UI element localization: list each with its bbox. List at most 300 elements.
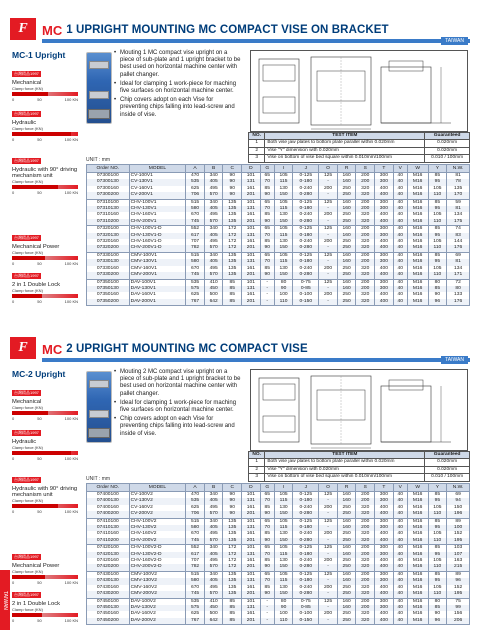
spec-cell: 250 (337, 245, 356, 252)
test-cell: 0.020mm (425, 459, 470, 466)
test-cell: 0.010 / 100mm (425, 155, 470, 162)
spec-cell: 90 (223, 173, 242, 180)
clamp-force-caption: Clamp force (KN) (12, 405, 43, 410)
spec-cell: 100 (274, 611, 293, 617)
spec-cell: 250 (337, 591, 356, 598)
spec-cell: 250 (337, 505, 356, 511)
spec-cell: M16 (407, 552, 428, 558)
spec-cell: 135 (223, 518, 242, 525)
spec-cell: 115 (274, 179, 293, 185)
spec-cell: 07320100 (87, 226, 130, 233)
clamp-force-caption: Clamp force (KN) (12, 445, 43, 450)
spec-cell: CHV-200V1 (129, 219, 186, 226)
spec-table (86, 164, 470, 306)
spec-row (87, 219, 470, 226)
test-cell: 0.020mm (425, 466, 470, 473)
spec-cell: 250 (337, 192, 356, 199)
spec-cell: 40 (393, 219, 407, 226)
brand-logo: F (10, 337, 36, 359)
spec-cell: 105 (274, 226, 293, 233)
spec-cell: 320 (356, 564, 375, 571)
vise-type-label: Hydraulic (12, 120, 37, 126)
clamp-force-fill (12, 185, 58, 189)
title-rule (42, 39, 470, 43)
spec-cell: 07350200 (87, 299, 130, 306)
test-cell: 3 (249, 474, 265, 481)
spec-header-cell: Order NO. (87, 165, 130, 173)
spec-cell: 135 (223, 531, 242, 537)
spec-cell: 300 (375, 199, 394, 206)
spec-cell: M16 (407, 226, 428, 233)
spec-cell: 115 (274, 233, 293, 239)
spec-cell: 133 (447, 292, 470, 298)
clamp-force-gauge (12, 411, 78, 415)
spec-cell: 400 (375, 564, 394, 571)
spec-cell: 07310130 (87, 206, 130, 212)
spec-cell: 07350160 (87, 292, 130, 298)
spec-cell: 160 (337, 173, 356, 180)
force-rating-block (12, 468, 90, 514)
spec-cell: - (319, 578, 338, 584)
spec-cell: 90 (428, 292, 447, 298)
spec-cell: 405 (204, 233, 223, 239)
spec-cell: - (319, 286, 338, 292)
spec-cell: CV-200V2 (129, 511, 186, 518)
spec-cell: 65 (260, 518, 274, 525)
spec-cell: 160 (337, 259, 356, 265)
spec-cell: 206 (447, 618, 470, 625)
spec-cell: 65 (260, 545, 274, 552)
spec-cell: 115 (274, 206, 293, 212)
force-rating-block (12, 62, 90, 102)
spec-cell: 125 (319, 571, 338, 578)
spec-cell: 400 (375, 505, 394, 511)
spec-cell: 340 (204, 252, 223, 259)
spec-cell: 110 (428, 538, 447, 545)
spec-cell: 400 (375, 299, 394, 306)
spec-cell: 570 (204, 511, 223, 518)
spec-cell: CMV-200V1 (129, 272, 186, 279)
spec-cell: 65 (260, 492, 274, 499)
spec-cell: 130 (274, 558, 293, 564)
spec-cell: 161 (242, 505, 261, 511)
spec-cell: 07420160 (87, 558, 130, 564)
spec-cell: 405 (204, 259, 223, 265)
spec-cell: 570 (204, 564, 223, 571)
gauge-tick-label: 50 (37, 509, 42, 514)
title-mc-prefix: MC (42, 22, 63, 38)
spec-cell: 101 (242, 571, 261, 578)
spec-cell: M16 (407, 245, 428, 252)
spec-cell: 75 (447, 598, 470, 605)
spec-cell: 250 (337, 292, 356, 298)
spec-cell: - (319, 233, 338, 239)
spec-cell: 0-180 (293, 552, 319, 558)
spec-cell: 105 (274, 199, 293, 206)
spec-cell: 535 (186, 279, 205, 286)
spec-cell: 95 (428, 498, 447, 504)
spec-cell: 201 (242, 272, 261, 279)
clamp-force-fill (12, 132, 71, 136)
spec-cell: 100 (447, 525, 470, 531)
test-row (249, 147, 470, 154)
spec-cell: 470 (186, 492, 205, 499)
gauge-tick-label: 100 KN (64, 580, 78, 585)
spec-cell: CHV-100V1 (129, 199, 186, 206)
clamp-force-fill (12, 411, 48, 415)
spec-cell: M16 (407, 186, 428, 192)
spec-cell: 85 (428, 173, 447, 180)
spec-cell: 101 (242, 173, 261, 180)
spec-cell: - (319, 564, 338, 571)
clamp-force-caption: Clamp force (KN) (12, 569, 43, 574)
spec-cell: 94 (447, 498, 470, 504)
spec-cell: 200 (319, 292, 338, 298)
test-cell: 2 (249, 466, 265, 473)
spec-cell: 0-180 (293, 498, 319, 504)
spec-cell: 300 (375, 252, 394, 259)
spec-cell: 90 (223, 179, 242, 185)
gauge-tick-label: 0 (12, 261, 15, 266)
spec-cell: - (319, 511, 338, 518)
spec-header-cell: Order NO. (87, 484, 130, 492)
spec-cell: 575 (186, 605, 205, 611)
test-row (249, 459, 470, 466)
spec-cell: 131 (242, 259, 261, 265)
spec-cell: DAV-100V2 (129, 598, 186, 605)
spec-cell: 340 (204, 571, 223, 578)
spec-cell: 89 (447, 571, 470, 578)
spec-cell: 0-280 (293, 538, 319, 545)
vise-jaw (89, 410, 108, 418)
spec-header-cell: T (375, 484, 394, 492)
spec-cell: 40 (393, 545, 407, 552)
spec-cell: 617 (186, 233, 205, 239)
spec-cell: M16 (407, 266, 428, 272)
spec-cell: 90 (260, 192, 274, 199)
spec-cell: 07410130 (87, 525, 130, 531)
spec-cell: 745 (186, 538, 205, 545)
spec-cell: 152 (447, 585, 470, 591)
spec-cell: 70 (260, 233, 274, 239)
spec-cell: 70 (260, 259, 274, 265)
spec-cell: 400 (375, 611, 394, 617)
spec-cell: 07410160 (87, 531, 130, 537)
spec-cell: 250 (337, 618, 356, 625)
feature-item: • Ideal for clamping 1 work-piece for maching five surfaces on horizontal machine center. (114, 81, 242, 95)
spec-header-cell: C (223, 165, 242, 173)
spec-row (87, 518, 470, 525)
spec-cell: 642 (204, 299, 223, 306)
spec-cell: 250 (337, 239, 356, 245)
spec-cell: 400 (375, 219, 394, 226)
spec-cell: - (319, 552, 338, 558)
spec-cell: 200 (319, 611, 338, 617)
spec-cell: 40 (393, 279, 407, 286)
gauge-tick-label: 50 (37, 580, 42, 585)
spec-cell: 200 (319, 239, 338, 245)
spec-cell: 0-85 (293, 605, 319, 611)
spec-cell: 90 (260, 272, 274, 279)
spec-cell: 85 (260, 186, 274, 192)
spec-cell: M16 (407, 212, 428, 218)
spec-cell: 07400130 (87, 498, 130, 504)
test-cell: Both vise jaw plates to bottom plate parallel within 0.020mm (265, 459, 425, 466)
spec-cell: 40 (393, 245, 407, 252)
spec-cell: 85 (428, 226, 447, 233)
spec-cell: 131 (242, 179, 261, 185)
spec-cell: 200 (356, 578, 375, 584)
spec-cell: DAV-130V1 (129, 286, 186, 292)
spec-cell: 40 (393, 538, 407, 545)
spec-cell: 201 (242, 511, 261, 518)
spec-cell: 78 (447, 179, 470, 185)
gauge-tick-label: 50 (37, 299, 42, 304)
spec-cell: 201 (242, 618, 261, 625)
spec-cell: - (319, 245, 338, 252)
clamp-force-caption: Clamp force (KN) (12, 179, 43, 184)
spec-cell: 160 (337, 605, 356, 611)
spec-cell: - (319, 272, 338, 279)
spec-header-cell: S (356, 165, 375, 173)
spec-cell: 69 (447, 252, 470, 259)
spec-cell: 495 (204, 505, 223, 511)
spec-cell: 40 (393, 272, 407, 279)
spec-cell: 110 (428, 272, 447, 279)
spec-cell: 300 (375, 206, 394, 212)
spec-cell: 40 (393, 252, 407, 259)
spec-cell: 250 (337, 564, 356, 571)
test-cell: 0.020mm (425, 140, 470, 147)
spec-cell: 400 (375, 272, 394, 279)
spec-cell: 40 (393, 173, 407, 180)
spec-table (86, 483, 470, 625)
spec-cell: 40 (393, 259, 407, 265)
spec-cell: M16 (407, 192, 428, 199)
spec-cell: 250 (337, 219, 356, 226)
spec-header-cell: D (242, 165, 261, 173)
spec-cell: 07320200 (87, 245, 130, 252)
spec-cell: 160 (337, 279, 356, 286)
spec-cell: 131 (242, 498, 261, 504)
spec-cell: CHV-100V2-D (129, 545, 186, 552)
spec-cell: 570 (204, 272, 223, 279)
spec-cell: CV-130V2 (129, 498, 186, 504)
spec-cell: - (319, 591, 338, 598)
spec-cell: 400 (375, 618, 394, 625)
spec-cell: 580 (186, 206, 205, 212)
spec-cell: 250 (337, 531, 356, 537)
spec-cell: 410 (204, 279, 223, 286)
spec-cell: 85 (223, 605, 242, 611)
spec-cell: 07400200 (87, 511, 130, 518)
spec-cell: 400 (375, 239, 394, 245)
award-badge: 台灣精品1997 (14, 430, 39, 435)
spec-cell: 40 (393, 292, 407, 298)
spec-cell: CHV-130V1-D (129, 233, 186, 239)
spec-cell: M16 (407, 492, 428, 499)
spec-cell: M16 (407, 292, 428, 298)
spec-cell: 90 (223, 192, 242, 199)
spec-cell: 85 (260, 505, 274, 511)
test-cell: 0.020mm (425, 147, 470, 154)
spec-cell: 300 (375, 226, 394, 233)
gauge-ticks (12, 618, 78, 623)
spec-cell: 07430130 (87, 578, 130, 584)
spec-cell: 200 (319, 531, 338, 537)
spec-cell: 200 (356, 498, 375, 504)
spec-cell: 495 (204, 531, 223, 537)
spec-cell: 90 (260, 511, 274, 518)
spec-cell: 320 (356, 558, 375, 564)
title-text: 2 UPRIGHT MOUNTING MC COMPACT VISE (66, 343, 308, 355)
spec-cell: 85 (428, 571, 447, 578)
spec-cell: 176 (447, 245, 470, 252)
spec-cell: 110 (428, 192, 447, 199)
spec-cell: 0-125 (293, 226, 319, 233)
clamp-force-fill (12, 256, 45, 260)
spec-cell: 161 (242, 212, 261, 218)
vise-type-label: Mechanical (12, 80, 42, 86)
spec-cell: 85 (223, 598, 242, 605)
spec-cell: 85 (260, 266, 274, 272)
test-cell: 1 (249, 459, 265, 466)
spec-cell: 200 (319, 212, 338, 218)
spec-cell: CMV-200V2 (129, 591, 186, 598)
spec-cell: 105 (274, 545, 293, 552)
spec-cell: 160 (337, 492, 356, 499)
spec-cell: 99 (447, 605, 470, 611)
spec-cell: 400 (375, 245, 394, 252)
spec-cell: CV-130V1 (129, 179, 186, 185)
spec-cell: 103 (447, 545, 470, 552)
spec-cell: 320 (356, 186, 375, 192)
spec-cell: 172 (223, 233, 242, 239)
gauge-tick-label: 0 (12, 137, 15, 142)
award-badge: 台灣精品1997 (14, 235, 39, 240)
spec-cell: CMV-160V2 (129, 585, 186, 591)
spec-cell: 85 (428, 286, 447, 292)
gauge-tick-label: 100 KN (64, 190, 78, 195)
spec-header-cell: MODEL (129, 165, 186, 173)
clamp-force-gauge (12, 132, 78, 136)
spec-cell: 176 (447, 299, 470, 306)
spec-cell: 130 (274, 212, 293, 218)
spec-cell: 101 (242, 492, 261, 499)
spec-row (87, 598, 470, 605)
spec-cell: 105 (274, 252, 293, 259)
spec-cell: 0-125 (293, 199, 319, 206)
spec-cell: M16 (407, 179, 428, 185)
spec-cell: - (319, 179, 338, 185)
clamp-force-gauge (12, 504, 78, 508)
spec-cell: 160 (337, 598, 356, 605)
spec-cell: 200 (356, 605, 375, 611)
spec-cell: 160 (337, 252, 356, 259)
spec-cell: - (260, 611, 274, 617)
spec-cell: 131 (242, 286, 261, 292)
accuracy-test-table (248, 451, 470, 482)
spec-cell: 782 (186, 564, 205, 571)
spec-cell: 101 (242, 279, 261, 286)
spec-cell: M16 (407, 505, 428, 511)
spec-cell: 65 (260, 173, 274, 180)
spec-cell: - (319, 206, 338, 212)
spec-header-cell: C (223, 484, 242, 492)
spec-cell: 07430200 (87, 591, 130, 598)
spec-cell: 135 (223, 538, 242, 545)
spec-cell: M16 (407, 578, 428, 584)
spec-header-cell: Y (428, 484, 447, 492)
gauge-tick-label: 50 (37, 97, 42, 102)
spec-cell: 0-180 (293, 206, 319, 212)
spec-cell: 85 (260, 531, 274, 537)
spec-cell: 07330200 (87, 272, 130, 279)
clamp-force-gauge (12, 185, 78, 189)
clamp-force-gauge (12, 451, 78, 455)
spec-cell: CHV-100V1-D (129, 226, 186, 233)
spec-cell: 500 (204, 292, 223, 298)
spec-cell: 105 (428, 186, 447, 192)
spec-cell: 782 (186, 245, 205, 252)
spec-cell: 670 (186, 266, 205, 272)
spec-cell: 161 (242, 531, 261, 537)
spec-cell: - (260, 292, 274, 298)
spec-cell: 07430100 (87, 571, 130, 578)
force-rating-block (12, 583, 90, 623)
spec-cell: 90 (223, 492, 242, 499)
clamp-force-caption: Clamp force (KN) (12, 498, 43, 503)
spec-cell: 0-125 (293, 173, 319, 180)
spec-cell: 160 (337, 525, 356, 531)
spec-cell: 125 (319, 279, 338, 286)
spec-cell: 135 (223, 206, 242, 212)
spec-cell: 110 (428, 219, 447, 226)
product-photo (86, 52, 112, 124)
spec-cell: 200 (356, 598, 375, 605)
spec-cell: 201 (242, 299, 261, 306)
spec-cell: 80 (274, 598, 293, 605)
spec-cell: 340 (204, 173, 223, 180)
clamp-force-fill (12, 575, 45, 579)
spec-cell: 250 (337, 299, 356, 306)
accuracy-test-table (248, 132, 470, 163)
spec-cell: 07310160 (87, 212, 130, 218)
spec-cell: 150 (447, 505, 470, 511)
spec-cell: 0-180 (293, 525, 319, 531)
spec-cell: 171 (447, 272, 470, 279)
spec-header-cell: S (356, 484, 375, 492)
award-badge: 台灣精品1997 (14, 111, 39, 116)
spec-cell: 515 (186, 571, 205, 578)
spec-cell: 300 (375, 279, 394, 286)
spec-cell: 200 (356, 279, 375, 286)
spec-cell: M16 (407, 618, 428, 625)
spec-cell: 07310200 (87, 219, 130, 226)
spec-cell: 200 (356, 252, 375, 259)
spec-cell: 135 (447, 186, 470, 192)
spec-cell: 200 (356, 226, 375, 233)
spec-row (87, 272, 470, 279)
drawing-lines (251, 51, 467, 131)
spec-cell: 40 (393, 266, 407, 272)
spec-cell: 135 (223, 585, 242, 591)
spec-cell: 85 (428, 605, 447, 611)
spec-cell: 172 (223, 239, 242, 245)
spec-cell: 72 (447, 279, 470, 286)
spec-header-cell: J (293, 165, 319, 173)
spec-cell: 170 (447, 192, 470, 199)
